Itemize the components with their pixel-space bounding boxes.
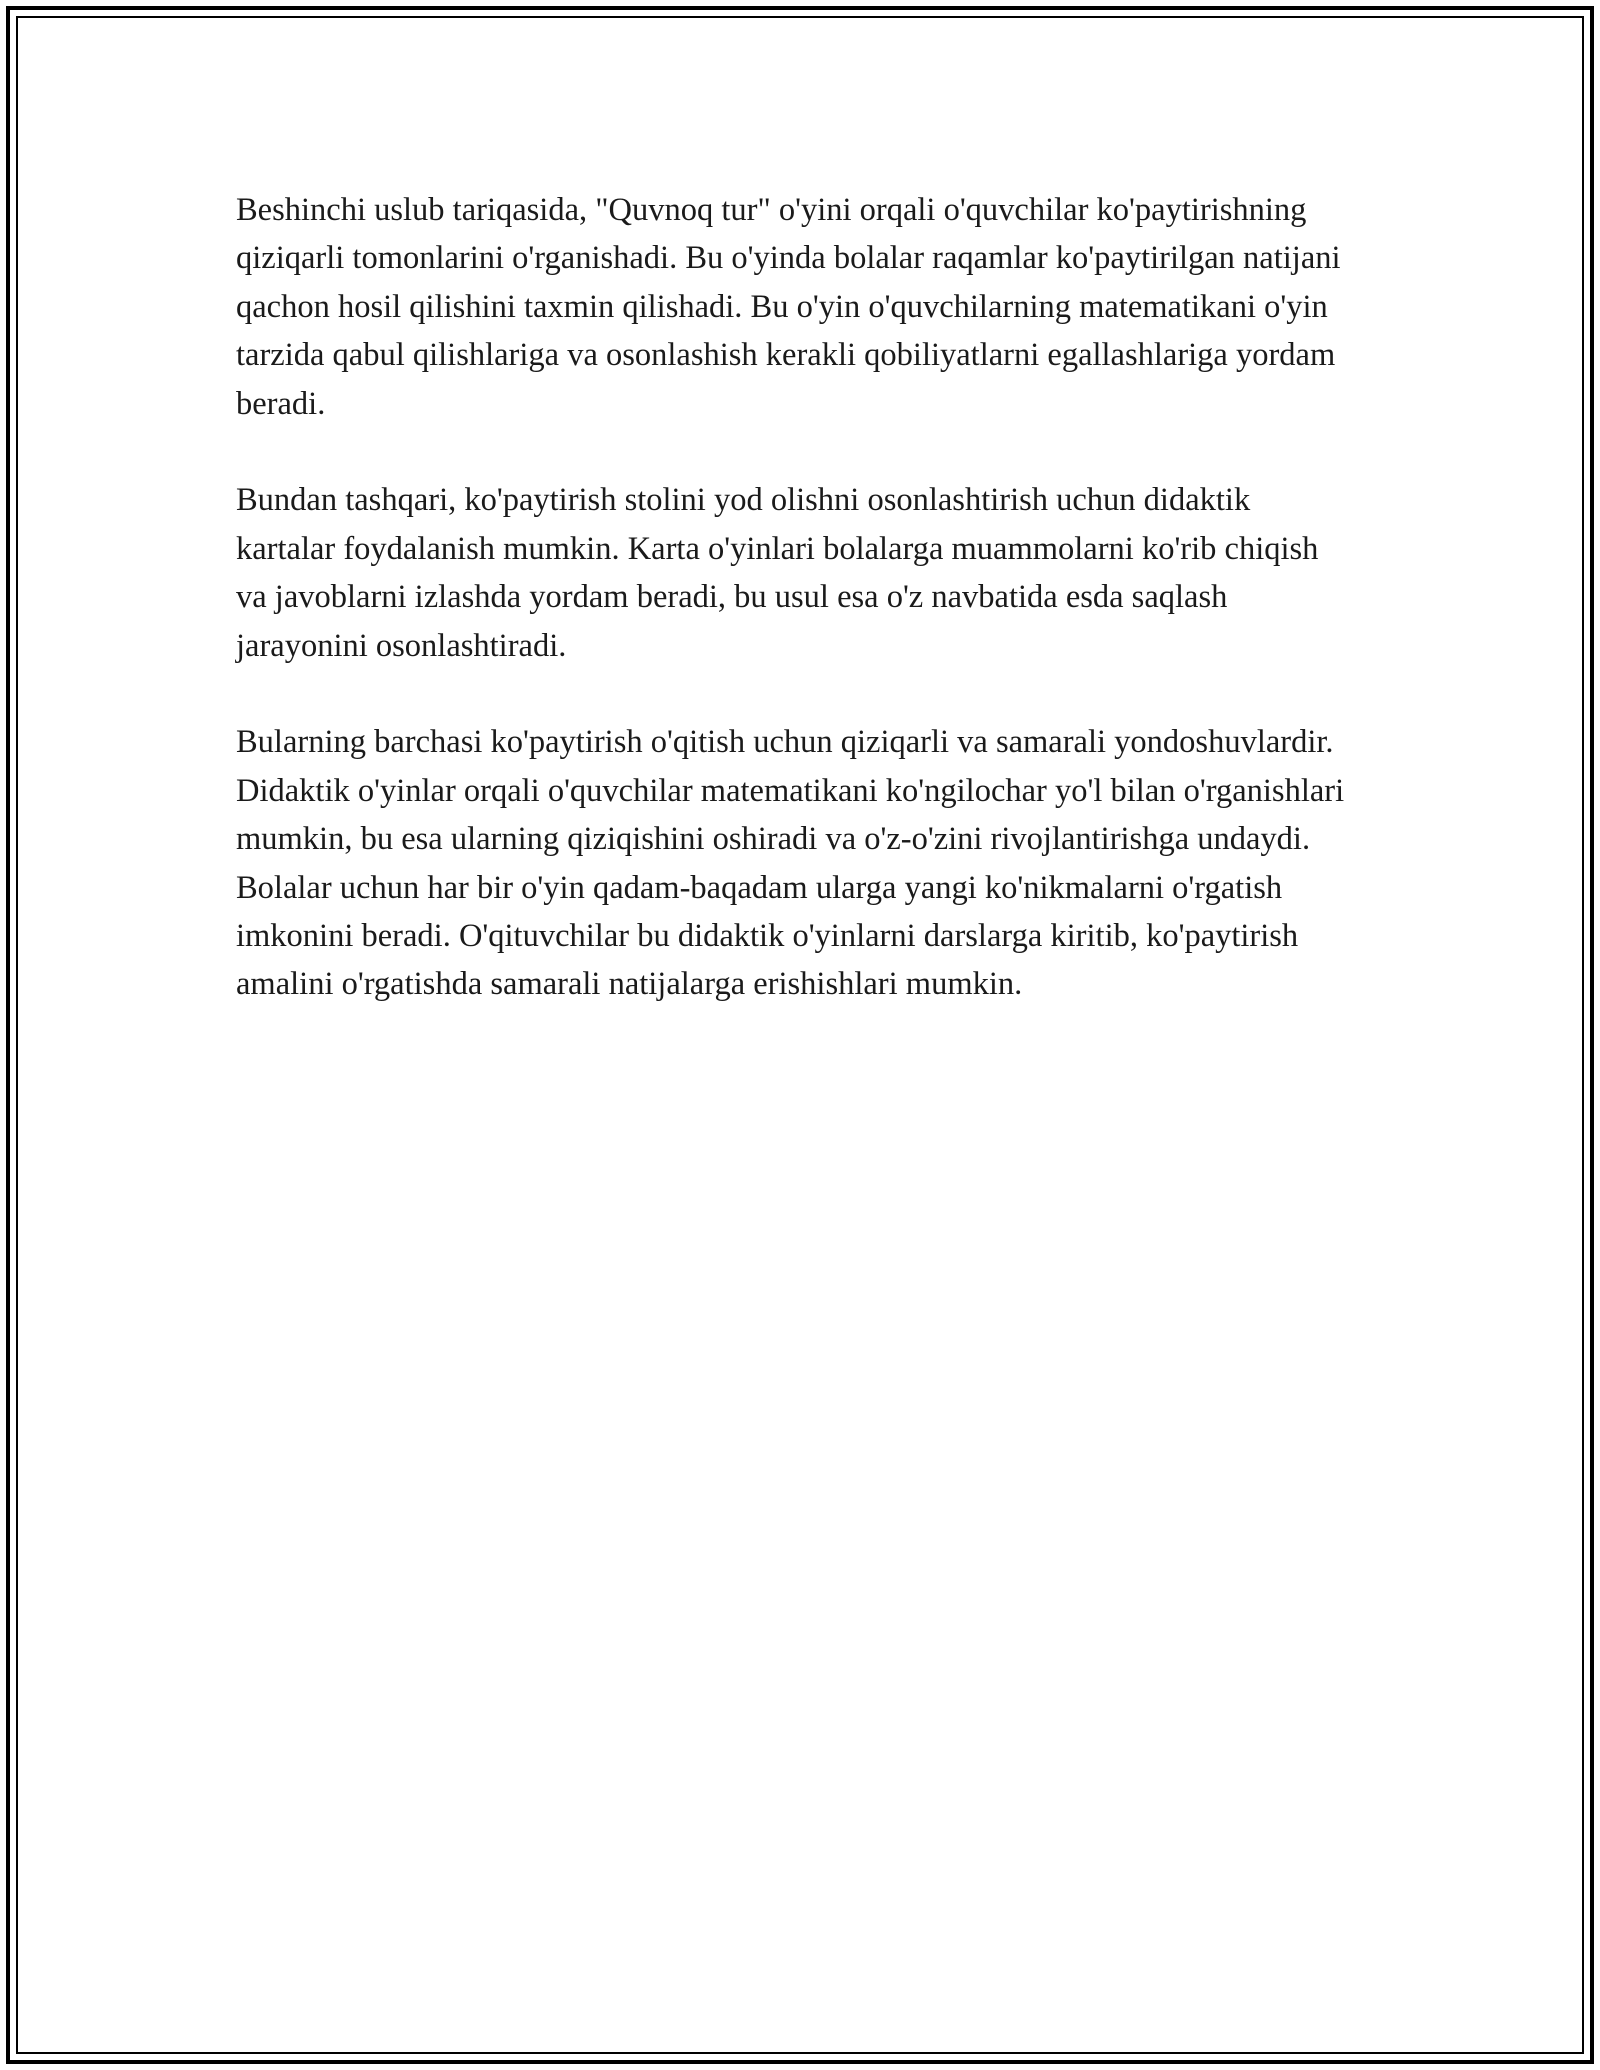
document-body	[236, 186, 1356, 1057]
paragraph-3: Bularning barchasi ko'paytirish o'qitish uchun qiziqarli va samarali yondoshuvlardir. Didaktik o'yinlar orqali o'quvchilar matematikani ko'ngilochar yo'l bilan o'rganishlari mumkin, bu esa ularning qiziqishini oshiradi va o'z-o'zini rivojlantirishga undaydi. Bolalar uchun har bir o'yin qadam-baqadam ularga yangi ko'nikmalarni o'rgatish imkonini beradi. O'qituvchilar bu didaktik o'yinlarni darslarga kiritib, ko'paytirish amalini o'rgatishda samarali natijalarga erishishlari mumkin.	[236, 724, 1345, 1003]
paragraph-1: Beshinchi uslub tariqasida, "Quvnoq tur" o'yini orqali o'quvchilar ko'paytirishning qiziqarli tomonlarini o'rganishadi. Bu o'yinda bolalar raqamlar ko'paytirilgan natijani qachon hosil qilishini taxmin qilishadi. Bu o'yin o'quvchilarning matematikani o'yin tarzida qabul qilishlariga va osonlashish kerakli qobiliyatlarni egallashlariga yordam beradi.	[236, 192, 1341, 422]
paragraph-2: Bundan tashqari, ko'paytirish stolini yod olishni osonlashtirish uchun didaktik kartalar foydalanish mumkin. Karta o'yinlari bolalarga muammolarni ko'rib chiqish va javoblarni izlashda yordam beradi, bu usul esa o'z navbatida esda saqlash jarayonini osonlashtiradi.	[236, 482, 1319, 664]
